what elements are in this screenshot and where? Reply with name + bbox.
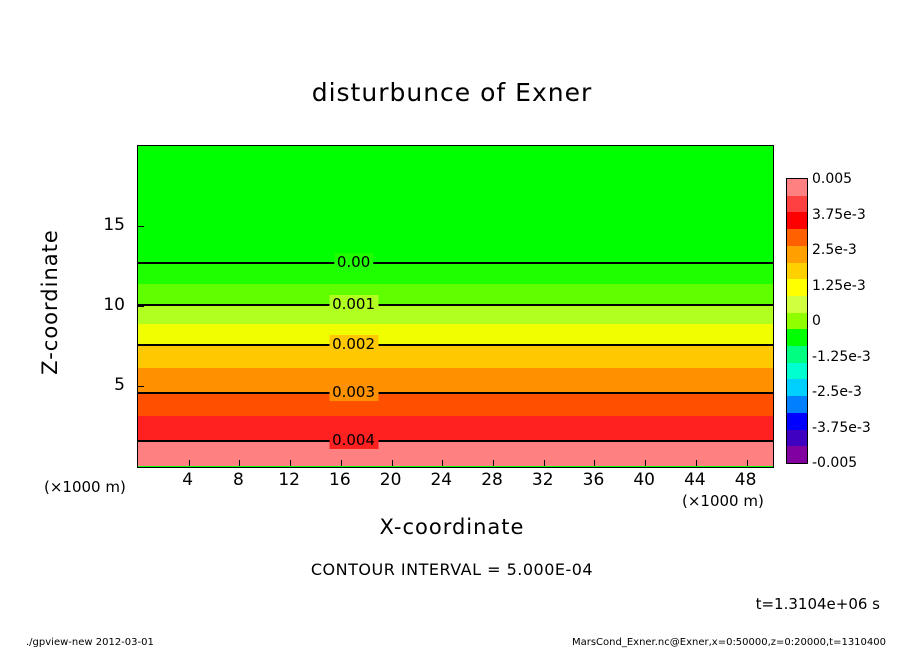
page-title: disturbunce of Exner [311,78,593,107]
x-axis-tick-label: 44 [684,470,706,490]
x-axis-tick [696,460,697,466]
x-axis-tick-label: 8 [233,470,244,490]
x-axis-tick-label: 40 [633,470,656,490]
contour-band [138,284,773,305]
x-axis-tick [290,460,291,466]
y-axis-tick [138,226,144,227]
contour-line [138,392,773,394]
contour-label: 0.004 [329,431,378,449]
colorbar-cell [787,346,807,363]
x-axis-tick-label: 28 [481,470,503,490]
colorbar-cell [787,329,807,346]
colorbar-cell [787,229,807,246]
z-axis-unit-label: (×1000 m) [44,478,126,496]
x-axis-tick [442,460,443,466]
contour-band [138,440,773,466]
contour-band [138,344,773,368]
x-axis-tick-label: 32 [531,470,554,490]
colorbar-tick-label: -3.75e-3 [812,419,871,436]
colorbar-tick-label: 2.5e-3 [812,242,857,258]
y-axis-tick [138,306,144,307]
colorbar-cell [787,379,807,396]
colorbar-cell [787,396,807,413]
x-axis-tick [189,460,190,466]
colorbar-cell [787,313,807,330]
colorbar-cell [787,246,807,263]
colorbar-tick-label: 1.25e-3 [812,277,866,294]
x-axis-tick [594,460,595,466]
colorbar-tick-label: 3.75e-3 [812,206,866,223]
contour-band [138,368,773,392]
contour-line [138,304,773,306]
footer-left-text: ./gpview-new 2012-03-01 [26,637,154,648]
contour-label: 0.002 [329,335,378,353]
colorbar-tick-label: -2.5e-3 [812,384,862,400]
colorbar-cell [787,212,807,229]
contour-band [138,324,773,345]
x-axis-tick [493,460,494,466]
contour-band [138,416,773,440]
contour-line [138,262,773,264]
footer-right-text: MarsCond_Exner.nc@Exner,x=0:50000,z=0:20000,t=1310400 [571,637,886,648]
x-axis-tick [645,460,646,466]
x-axis-title: X-coordinate [379,515,525,539]
colorbar-tick-label: -0.005 [812,455,858,471]
contour-plot-area [137,145,774,468]
colorbar [786,178,808,464]
filled-contour-bands [138,146,773,467]
contour-band [138,392,773,416]
contour-line [138,440,773,442]
contour-band [138,304,773,323]
colorbar-cell [787,263,807,280]
x-axis-tick-label: 36 [582,470,605,490]
x-axis-tick-labels [137,468,774,496]
y-axis-tick-label: 10 [103,295,125,315]
colorbar-tick-label: 0 [812,313,821,329]
y-axis-tick-label: 15 [103,215,125,235]
x-axis-tick [747,460,748,466]
x-axis-tick-label: 48 [734,470,757,490]
colorbar-cell [787,446,807,463]
x-axis-tick [341,460,342,466]
colorbar-cell [787,363,807,380]
colorbar-cell [787,296,807,313]
x-axis-tick [239,460,240,466]
colorbar-tick-label: -1.25e-3 [812,348,871,365]
contour-label: 0.00 [334,253,373,271]
contour-line [138,344,773,346]
x-axis-tick-label: 24 [430,470,453,490]
time-label: t=1.3104e+06 s [755,595,880,613]
contour-interval-label: CONTOUR INTERVAL = 5.000E-04 [310,560,594,579]
x-axis-tick-label: 4 [182,470,194,490]
colorbar-tick-label: 0.005 [812,171,853,187]
x-axis-tick [392,460,393,466]
contour-label: 0.001 [329,295,378,313]
x-axis-unit-label: (×1000 m) [682,492,764,510]
y-axis-title: Z-coordinate [38,229,62,375]
x-axis-tick-label: 12 [278,470,300,490]
colorbar-cell [787,279,807,296]
colorbar-cell [787,179,807,196]
x-axis-tick-label: 20 [379,470,402,490]
y-axis-tick-label: 5 [114,375,125,395]
contour-band [138,146,773,262]
x-axis-tick [544,460,545,466]
colorbar-cell [787,430,807,447]
contour-label: 0.003 [329,383,378,401]
colorbar-cell [787,413,807,430]
x-axis-tick-label: 16 [329,470,351,490]
colorbar-cell [787,196,807,213]
contour-band [138,262,773,284]
y-axis-tick [138,386,144,387]
